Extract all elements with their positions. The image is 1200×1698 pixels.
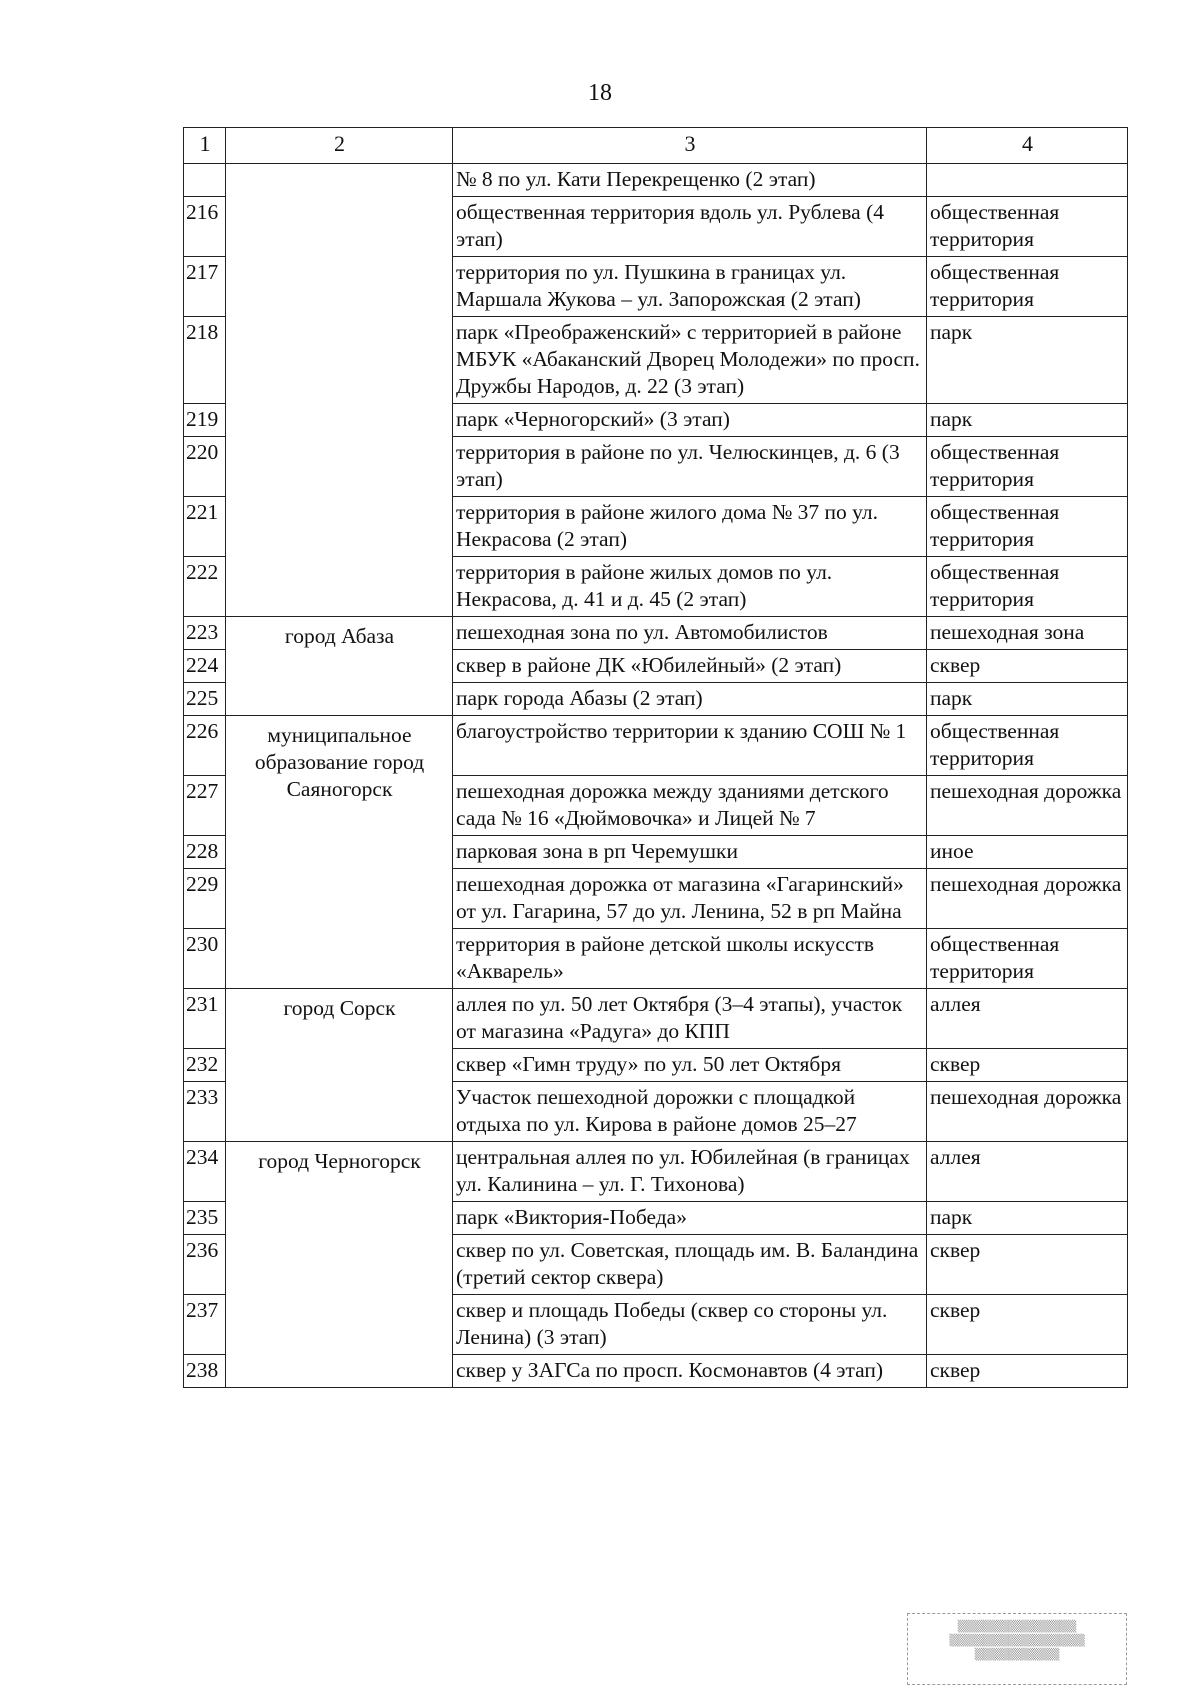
object-cell: пешеходная дорожка между зданиями детского сада № 16 «Дюймовочка» и Лицей № 7 — [453, 776, 927, 836]
type-cell: парк — [927, 317, 1128, 404]
type-cell: общественная территория — [927, 257, 1128, 317]
type-cell: общественная территория — [927, 557, 1128, 617]
object-cell: парк «Черногорский» (3 этап) — [453, 404, 927, 437]
municipality-cell: муниципальное образование город Саяногорск — [226, 716, 453, 989]
municipality-cell: город Черногорск — [226, 1142, 453, 1388]
type-cell: аллея — [927, 989, 1128, 1049]
table-row — [184, 989, 1128, 1049]
object-cell: центральная аллея по ул. Юбилейная (в границах ул. Калинина – ул. Г. Тихонова) — [453, 1142, 927, 1202]
row-number-cell: 219 — [184, 404, 226, 437]
municipality-cell — [226, 164, 453, 617]
type-cell: парк — [927, 404, 1128, 437]
object-cell: территория в районе жилых домов по ул. Некрасова, д. 41 и д. 45 (2 этап) — [453, 557, 927, 617]
row-number-cell: 237 — [184, 1295, 226, 1355]
object-cell: пешеходная зона по ул. Автомобилистов — [453, 617, 927, 650]
type-cell: общественная территория — [927, 437, 1128, 497]
row-number-cell: 238 — [184, 1355, 226, 1388]
row-number-cell: 225 — [184, 683, 226, 716]
row-number-cell: 216 — [184, 197, 226, 257]
type-cell: общественная территория — [927, 716, 1128, 776]
row-number-cell: 221 — [184, 497, 226, 557]
type-cell: сквер — [927, 1295, 1128, 1355]
object-cell: сквер у ЗАГСа по просп. Космонавтов (4 этап) — [453, 1355, 927, 1388]
object-cell: парк города Абазы (2 этап) — [453, 683, 927, 716]
row-number-cell: 227 — [184, 776, 226, 836]
registry-table — [183, 127, 1128, 1388]
row-number-cell: 224 — [184, 650, 226, 683]
column-header: 4 — [927, 128, 1128, 164]
row-number-cell: 230 — [184, 929, 226, 989]
row-number-cell: 228 — [184, 836, 226, 869]
object-cell: сквер «Гимн труду» по ул. 50 лет Октября — [453, 1049, 927, 1082]
municipality-cell: город Абаза — [226, 617, 453, 716]
table-row — [184, 164, 1128, 197]
row-number-cell: 231 — [184, 989, 226, 1049]
object-cell: парк «Виктория-Победа» — [453, 1202, 927, 1235]
row-number-cell: 232 — [184, 1049, 226, 1082]
type-cell: пешеходная зона — [927, 617, 1128, 650]
object-cell: сквер по ул. Советская, площадь им. В. Баландина (третий сектор сквера) — [453, 1235, 927, 1295]
page-number: 18 — [588, 80, 612, 106]
row-number-cell: 234 — [184, 1142, 226, 1202]
row-number-cell: 222 — [184, 557, 226, 617]
type-cell: общественная территория — [927, 929, 1128, 989]
object-cell: парк «Преображенский» с территорией в районе МБУК «Абаканский Дворец Молодежи» по просп. Дружбы Народов, д. 22 (3 этап) — [453, 317, 927, 404]
type-cell: пешеходная дорожка — [927, 1082, 1128, 1142]
stamp-watermark — [907, 1613, 1127, 1685]
type-cell — [927, 164, 1128, 197]
municipality-cell: город Сорск — [226, 989, 453, 1142]
object-cell: Участок пешеходной дорожки с площадкой отдыха по ул. Кирова в районе домов 25–27 — [453, 1082, 927, 1142]
row-number-cell: 217 — [184, 257, 226, 317]
row-number-cell — [184, 164, 226, 197]
type-cell: аллея — [927, 1142, 1128, 1202]
row-number-cell: 235 — [184, 1202, 226, 1235]
object-cell: № 8 по ул. Кати Перекрещенко (2 этап) — [453, 164, 927, 197]
table-row — [184, 617, 1128, 650]
row-number-cell: 220 — [184, 437, 226, 497]
object-cell: сквер в районе ДК «Юбилейный» (2 этап) — [453, 650, 927, 683]
row-number-cell: 226 — [184, 716, 226, 776]
type-cell: пешеходная дорожка — [927, 869, 1128, 929]
type-cell: сквер — [927, 1049, 1128, 1082]
type-cell: пешеходная дорожка — [927, 776, 1128, 836]
type-cell: сквер — [927, 650, 1128, 683]
object-cell: пешеходная дорожка от магазина «Гагаринский» от ул. Гагарина, 57 до ул. Ленина, 52 в рп Майна — [453, 869, 927, 929]
row-number-cell: 233 — [184, 1082, 226, 1142]
table-row — [184, 716, 1128, 776]
type-cell: сквер — [927, 1235, 1128, 1295]
row-number-cell: 236 — [184, 1235, 226, 1295]
object-cell: территория в районе детской школы искусств «Акварель» — [453, 929, 927, 989]
column-header: 1 — [184, 128, 226, 164]
table-body — [184, 128, 1128, 1388]
object-cell: общественная территория вдоль ул. Рублева (4 этап) — [453, 197, 927, 257]
type-cell: парк — [927, 683, 1128, 716]
table-header-row — [184, 128, 1128, 164]
object-cell: территория в районе жилого дома № 37 по ул. Некрасова (2 этап) — [453, 497, 927, 557]
type-cell: общественная территория — [927, 197, 1128, 257]
row-number-cell: 229 — [184, 869, 226, 929]
column-header: 3 — [453, 128, 927, 164]
stamp-graphic: ▒▒▒▒▒▒▒▒▒▒▒▒▒▒ ▒▒▒▒▒▒▒▒▒▒▒▒▒▒▒▒ ▒▒▒▒▒▒▒▒▒▒ — [949, 1620, 1085, 1661]
object-cell: сквер и площадь Победы (сквер со стороны ул. Ленина) (3 этап) — [453, 1295, 927, 1355]
object-cell: парковая зона в рп Черемушки — [453, 836, 927, 869]
row-number-cell: 218 — [184, 317, 226, 404]
type-cell: иное — [927, 836, 1128, 869]
table-row — [184, 1142, 1128, 1202]
type-cell: сквер — [927, 1355, 1128, 1388]
row-number-cell: 223 — [184, 617, 226, 650]
type-cell: общественная территория — [927, 497, 1128, 557]
column-header: 2 — [226, 128, 453, 164]
object-cell: территория по ул. Пушкина в границах ул. Маршала Жукова – ул. Запорожская (2 этап) — [453, 257, 927, 317]
object-cell: благоустройство территории к зданию СОШ № 1 — [453, 716, 927, 776]
type-cell: парк — [927, 1202, 1128, 1235]
object-cell: территория в районе по ул. Челюскинцев, д. 6 (3 этап) — [453, 437, 927, 497]
object-cell: аллея по ул. 50 лет Октября (3–4 этапы), участок от магазина «Радуга» до КПП — [453, 989, 927, 1049]
